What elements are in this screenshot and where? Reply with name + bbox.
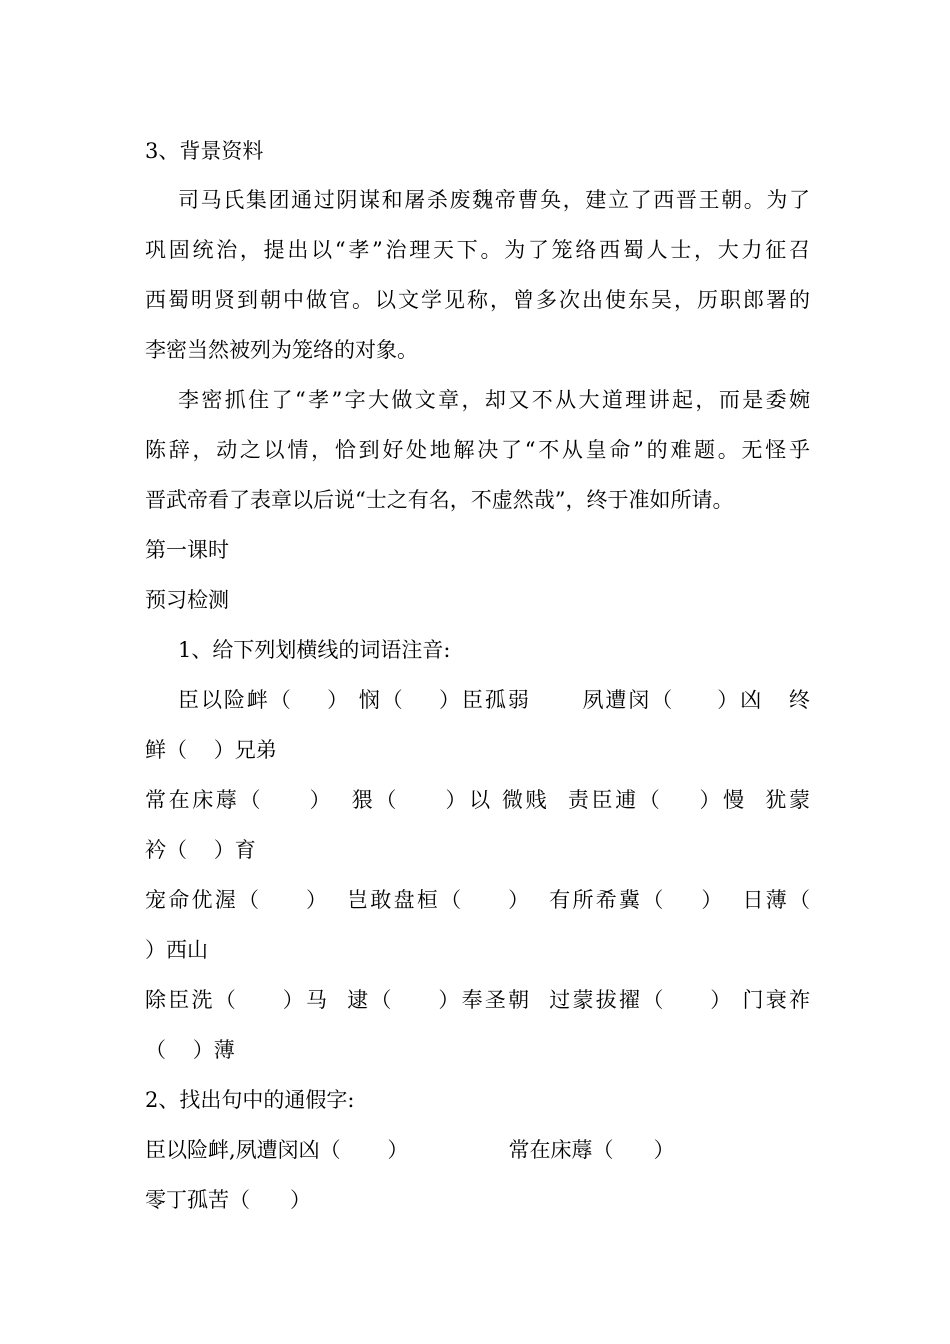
exercise-line: ）西山 bbox=[145, 938, 208, 962]
paragraph-line: 西蜀明贤到朝中做官。以文学见称，曾多次出使东吴，历职郎署的 bbox=[145, 288, 810, 312]
exercise-line: （ ）薄 bbox=[145, 1038, 235, 1062]
paragraph-line: 陈辞，动之以情，恰到好处地解决了“不从皇命”的难题。无怪乎 bbox=[145, 438, 810, 462]
exercise-line: 臣以险衅（ ） 悯（ ）臣孤弱 夙遭闵（ ）凶 终 bbox=[178, 688, 810, 712]
exercise-line: 宠命优渥（ ） 岂敢盘桓（ ） 有所希冀（ ） 日薄（ bbox=[145, 888, 810, 912]
exercise-line: 常在床蓐（ ） 猥（ ）以 微贱 责臣逋（ ）慢 犹蒙 bbox=[145, 788, 810, 812]
lesson-subtitle: 预习检测 bbox=[145, 588, 229, 612]
section-heading: 3、背景资料 bbox=[145, 139, 264, 163]
lesson-title: 第一课时 bbox=[145, 538, 229, 562]
paragraph-line: 司马氏集团通过阴谋和屠杀废魏帝曹奂，建立了西晋王朝。为了 bbox=[178, 188, 810, 212]
question-prompt: 1、给下列划横线的词语注音: bbox=[178, 638, 451, 662]
exercise-line: 衿（ ）育 bbox=[145, 838, 256, 862]
exercise-line: 鲜（ ）兄弟 bbox=[145, 738, 277, 762]
exercise-line: 零丁孤苦（ ） bbox=[145, 1188, 312, 1212]
exercise-line: 臣以险衅,夙遭闵凶（ ） 常在床蓐（ ） bbox=[145, 1138, 675, 1162]
exercise-line: 除臣洗（ ）马 逮（ ）奉圣朝 过蒙拔擢（ ） 门衰祚 bbox=[145, 988, 810, 1012]
paragraph-line: 晋武帝看了表章以后说“士之有名，不虚然哉”，终于准如所请。 bbox=[145, 488, 734, 512]
paragraph-line: 李密当然被列为笼络的对象。 bbox=[145, 338, 418, 362]
paragraph-line: 巩固统治，提出以“孝”治理天下。为了笼络西蜀人士，大力征召 bbox=[145, 238, 810, 262]
paragraph-line: 李密抓住了“孝”字大做文章，却又不从大道理讲起，而是委婉 bbox=[178, 388, 810, 412]
question-prompt: 2、找出句中的通假字: bbox=[145, 1088, 355, 1112]
